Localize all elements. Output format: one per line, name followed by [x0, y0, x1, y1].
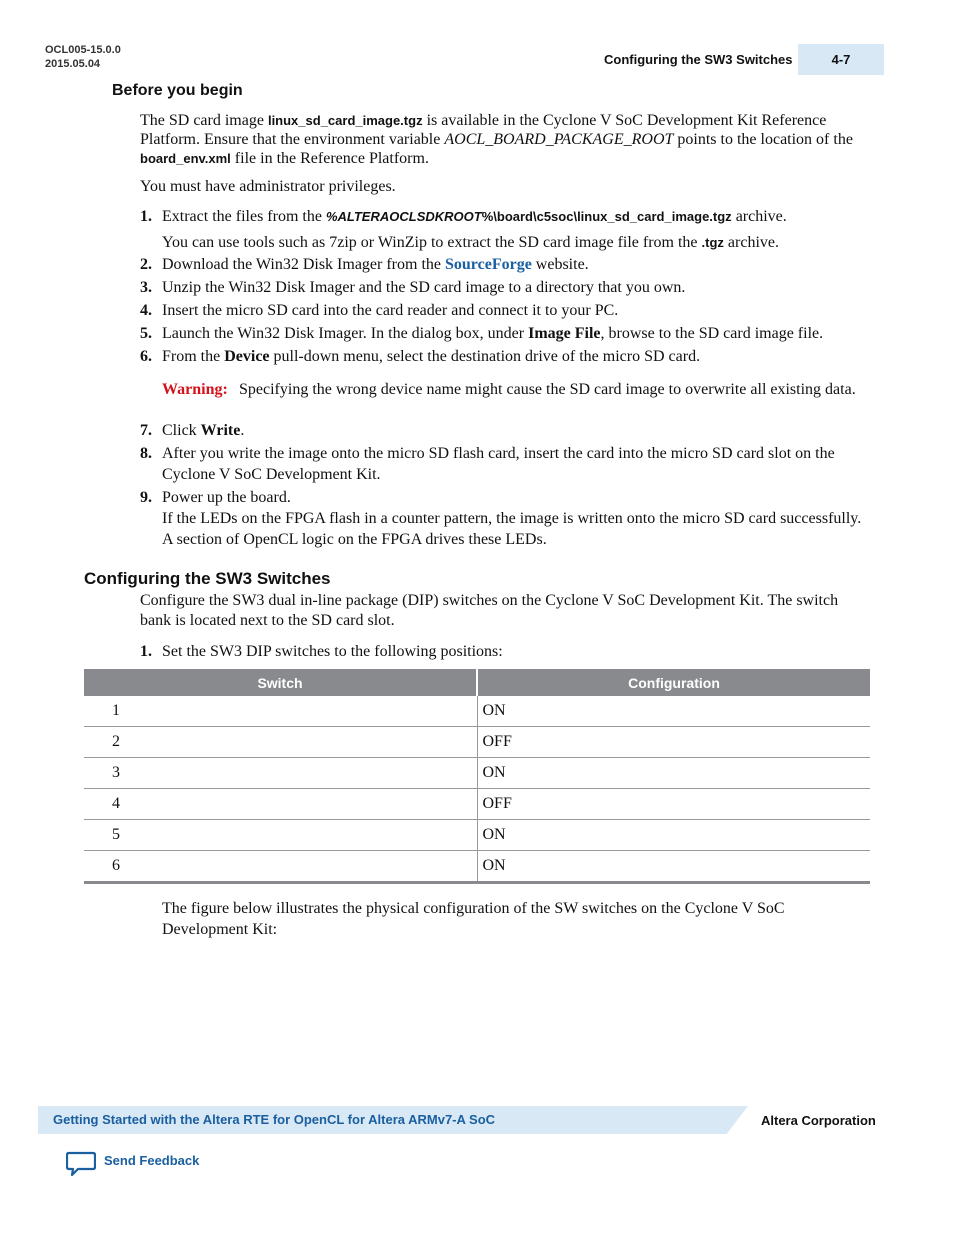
step-number: 1.: [140, 208, 152, 225]
text-run: .: [240, 422, 245, 439]
table-row: [84, 727, 870, 758]
step-number: 5.: [140, 325, 152, 342]
switch-cell: 3: [84, 758, 477, 789]
send-feedback-link[interactable]: Send Feedback: [104, 1153, 200, 1168]
step-number: 2.: [140, 256, 152, 273]
step-number: 6.: [140, 348, 152, 365]
step-number: 4.: [140, 302, 152, 319]
table-row: [84, 789, 870, 820]
text-run: is available in the Cyclone V SoC Development Kit Reference Platform. Ensure that the environment variable: [140, 112, 827, 148]
text-run: Download the Win32 Disk Imager from the: [162, 256, 445, 273]
step-number: 8.: [140, 445, 152, 462]
switch-cell: 4: [84, 789, 477, 820]
config-cell: ON: [477, 820, 870, 851]
step-text: Insert the micro SD card into the card reader and connect it to your PC.: [162, 302, 619, 319]
text-run: file in the Reference Platform.: [230, 150, 429, 167]
table-row: [84, 851, 870, 883]
text-run: website.: [531, 256, 589, 273]
path: %\board\c5soc\linux_sd_card_image.tgz: [481, 209, 732, 224]
config-cell: ON: [477, 851, 870, 883]
text-run: points to the location of the: [673, 131, 853, 148]
doc-number: OCL005-15.0.0: [45, 44, 121, 56]
text-run: Extract the files from the: [162, 208, 326, 225]
switch-cell: 6: [84, 851, 477, 883]
table-row: [84, 820, 870, 851]
table-row: [84, 758, 870, 789]
step-text: [162, 254, 867, 275]
step-text: [162, 232, 867, 253]
path-var: %ALTERAOCLSDKROOT: [325, 209, 482, 224]
switch-cell: 5: [84, 820, 477, 851]
text-run: pull-down menu, select the destination drive of the micro SD card.: [269, 348, 701, 365]
text-run: The SD card image: [140, 112, 268, 129]
text-run: archive.: [731, 208, 787, 225]
privileges-note: You must have administrator privileges.: [140, 178, 396, 195]
step-text: Set the SW3 DIP switches to the following positions:: [162, 643, 503, 660]
warning-block: [162, 379, 228, 400]
before-paragraph: [140, 111, 875, 168]
step-subtext: If the LEDs on the FPGA flash in a counter pattern, the image is written onto the micro SD card successfully. A section of OpenCL logic on the FPGA drives these LEDs.: [162, 510, 862, 548]
text-run: Power up the board.: [162, 489, 291, 506]
doc-date: 2015.05.04: [45, 58, 101, 70]
step-text: [162, 487, 867, 550]
config-cell: OFF: [477, 727, 870, 758]
table-header-row: [84, 669, 870, 696]
text-run: Click: [162, 422, 201, 439]
switch-cell: 1: [84, 696, 477, 727]
ui-term: Write: [200, 422, 241, 439]
config-cell: ON: [477, 758, 870, 789]
step-number: 7.: [140, 422, 152, 439]
step-text: After you write the image onto the micro SD flash card, insert the card into the micro SD card slot on the Cyclone V SoC Development Kit.: [162, 445, 835, 483]
speech-bubble-icon[interactable]: [66, 1151, 96, 1182]
step-text: [162, 346, 867, 367]
sourceforge-link[interactable]: SourceForge: [445, 256, 532, 273]
step-number: 1.: [140, 643, 152, 660]
config-cell: ON: [477, 696, 870, 727]
document-id: [45, 43, 121, 71]
footer-doc-title[interactable]: Getting Started with the Altera RTE for OpenCL for Altera ARMv7-A SoC: [53, 1112, 496, 1127]
step-number: 3.: [140, 279, 152, 296]
warning-label: Warning:: [162, 381, 228, 398]
warning-text: Specifying the wrong device name might cause the SD card image to overwrite all existing data.: [239, 381, 856, 398]
step-text: [162, 323, 867, 344]
page-number: 4-7: [798, 44, 884, 75]
step-text: Unzip the Win32 Disk Imager and the SD card image to a directory that you own.: [162, 279, 686, 296]
file-name: linux_sd_card_image.tgz: [267, 113, 423, 128]
ui-term: Device: [224, 348, 270, 365]
switch-cell: 2: [84, 727, 477, 758]
switch-config-table: [84, 669, 870, 884]
figure-intro: The figure below illustrates the physical configuration of the SW switches on the Cyclone V SoC Development Kit:: [162, 900, 785, 938]
before-heading: Before you begin: [112, 82, 243, 99]
step-text: [162, 206, 867, 227]
config-intro: Configure the SW3 dual in-line package (DIP) switches on the Cyclone V SoC Development Kit. The switch bank is located next to the SD card slot.: [140, 592, 839, 629]
text-run: , browse to the SD card image file.: [600, 325, 824, 342]
step-number: 9.: [140, 489, 152, 506]
env-variable: AOCL_BOARD_PACKAGE_ROOT: [444, 131, 674, 148]
file-ext: .tgz: [701, 235, 724, 250]
col-configuration: Configuration: [477, 669, 870, 696]
text-run: Launch the Win32 Disk Imager. In the dialog box, under: [162, 325, 529, 342]
file-name: board_env.xml: [140, 151, 231, 166]
running-header-title: Configuring the SW3 Switches: [604, 52, 793, 67]
table-row: [84, 696, 870, 727]
col-switch: Switch: [84, 669, 477, 696]
text-run: archive.: [723, 234, 779, 251]
section-heading: Configuring the SW3 Switches: [84, 569, 331, 588]
text-run: From the: [162, 348, 225, 365]
text-run: You can use tools such as 7zip or WinZip to extract the SD card image file from the: [162, 234, 702, 251]
ui-term: Image File: [528, 325, 601, 342]
step-text: [162, 420, 867, 441]
footer-company: Altera Corporation: [761, 1113, 876, 1128]
config-cell: OFF: [477, 789, 870, 820]
